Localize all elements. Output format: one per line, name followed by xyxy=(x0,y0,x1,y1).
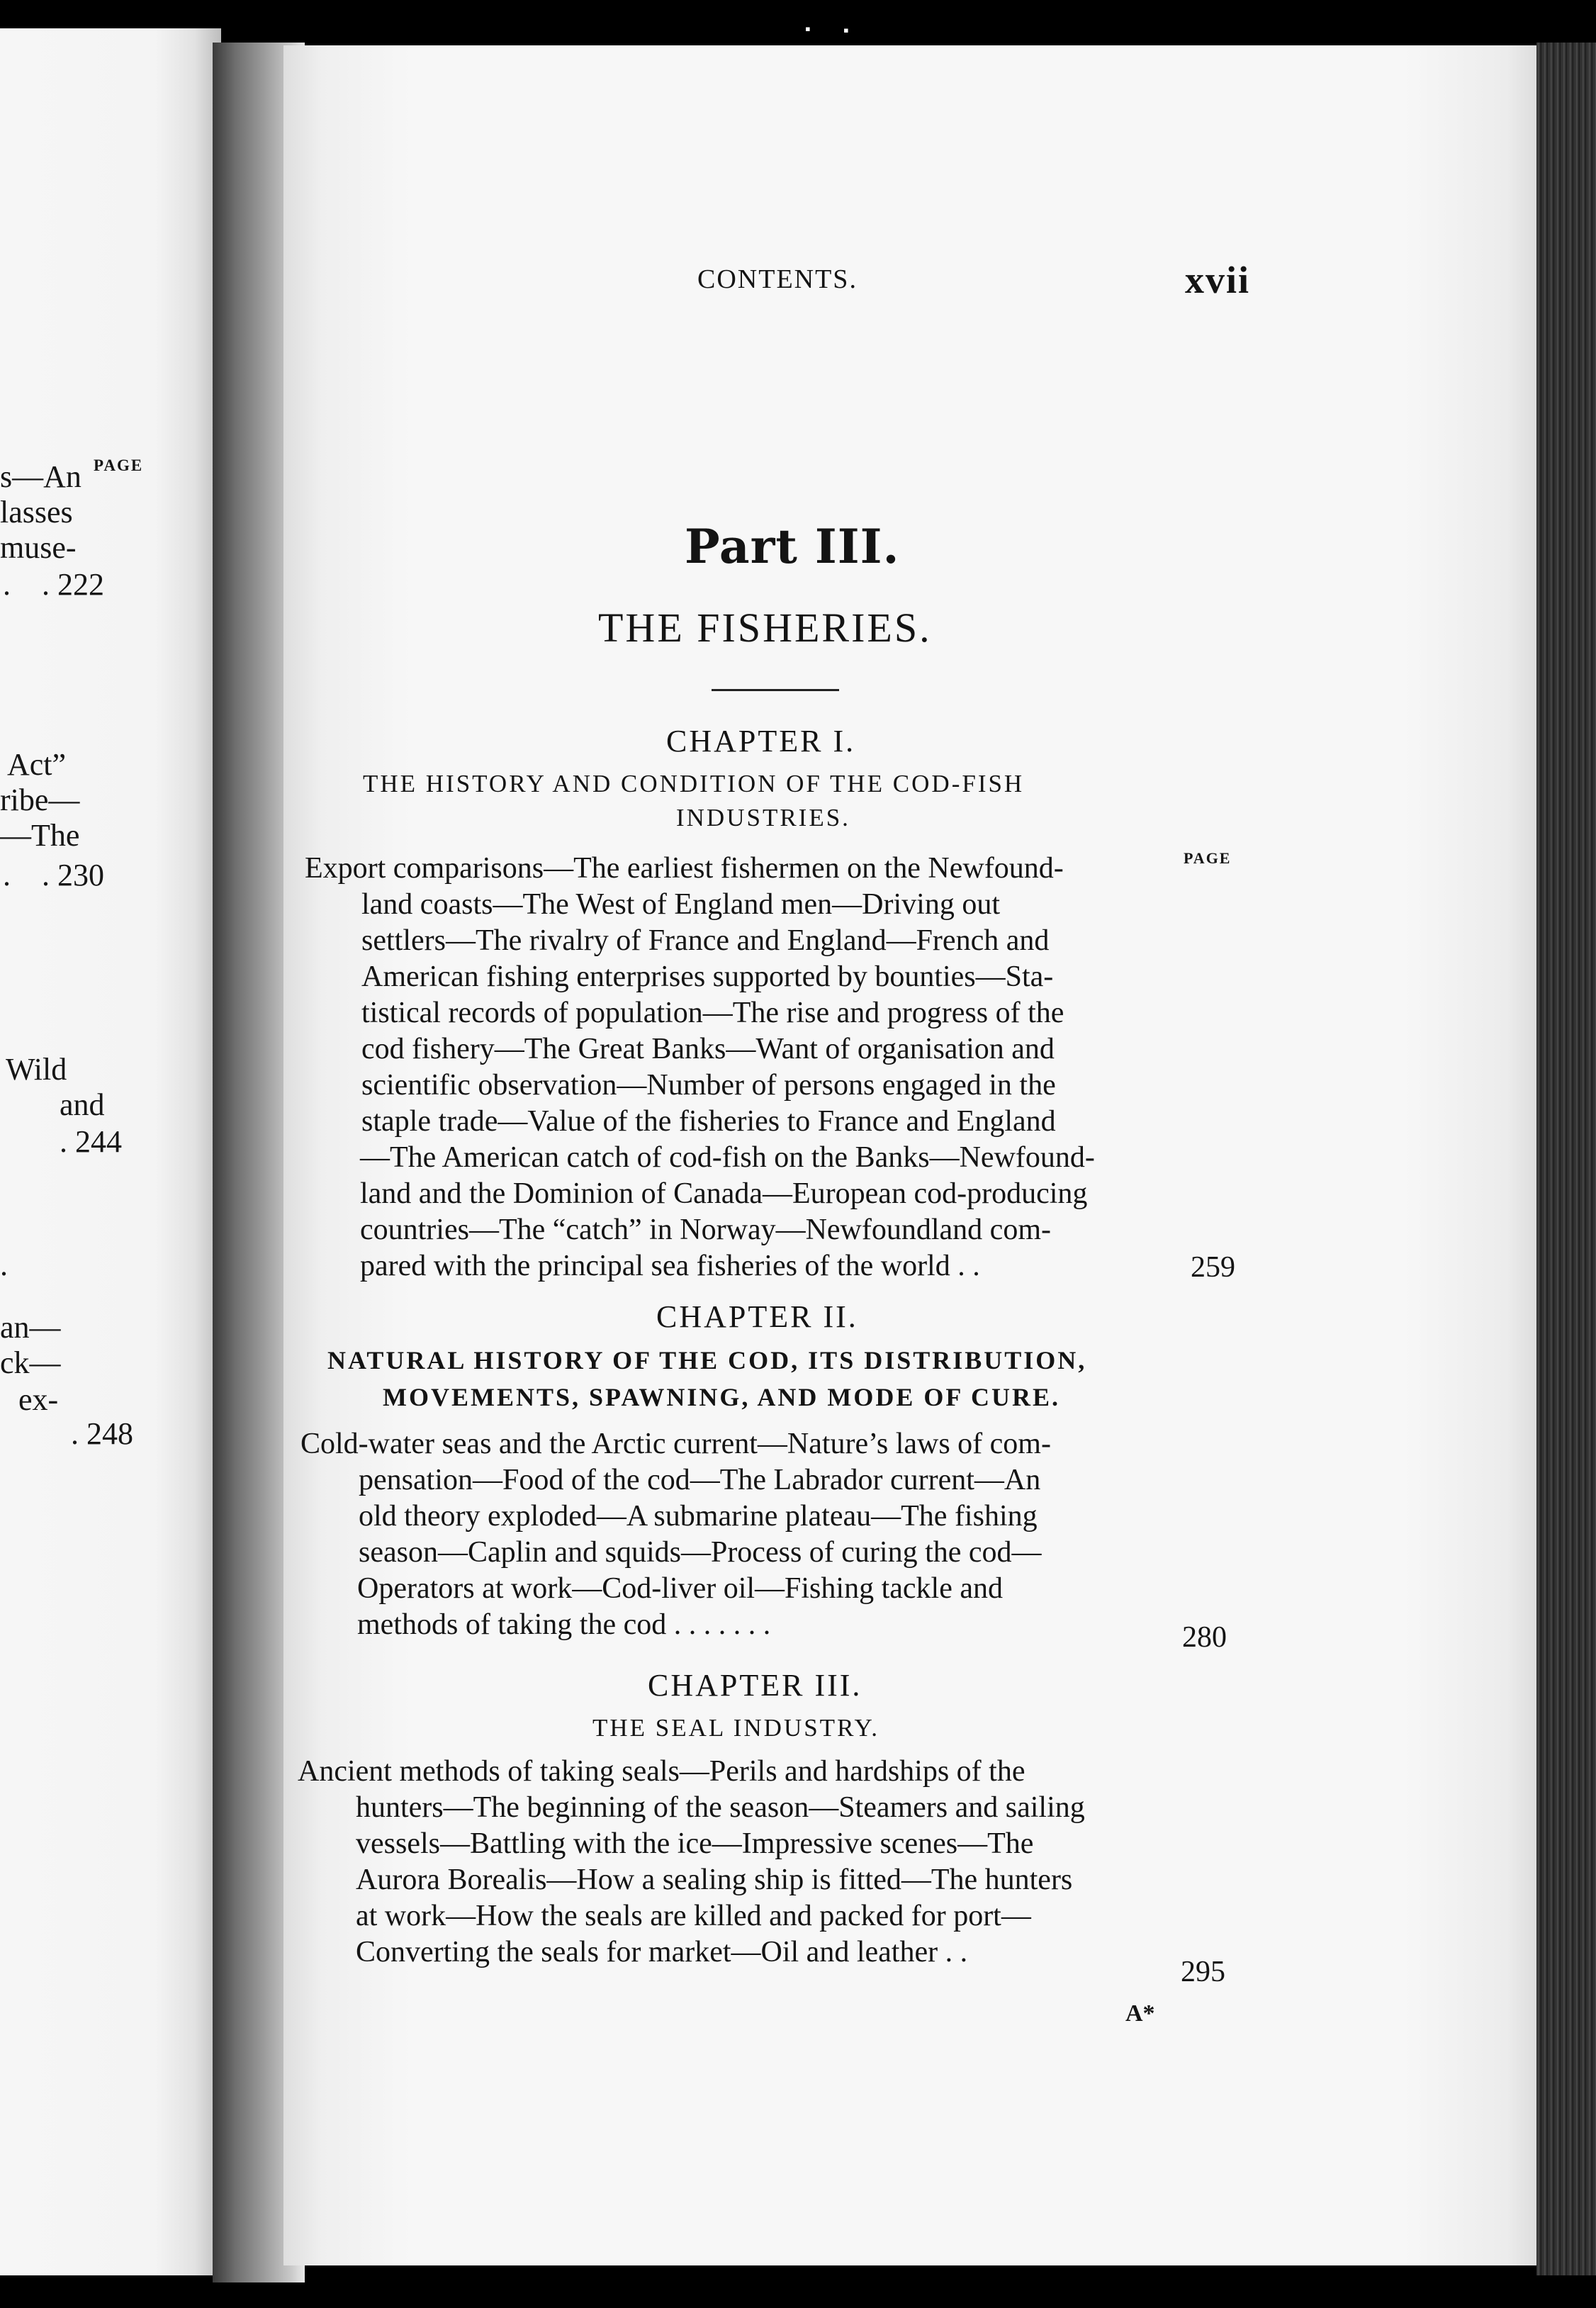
chapter-2-title-line: NATURAL HISTORY OF THE COD, ITS DISTRIBUTION, xyxy=(327,1346,1087,1374)
chapter-2-summary-line: pensation—Food of the cod—The Labrador current—An xyxy=(359,1464,1041,1496)
signature-mark: A* xyxy=(1125,2000,1155,2027)
chapter-2-summary-line: Cold-water seas and the Arctic current—Nature’s laws of com- xyxy=(300,1428,1051,1460)
chapter-1-title-line: INDUSTRIES. xyxy=(676,804,850,831)
chapter-3-summary-line: Ancient methods of taking seals—Perils and hardships of the xyxy=(298,1755,1025,1788)
chapter-1-summary-line: land coasts—The West of England men—Driving out xyxy=(361,888,1001,921)
left-fragment: and xyxy=(60,1087,105,1122)
chapter-1-summary-line: cod fishery—The Great Banks—Want of organisation and xyxy=(361,1033,1055,1065)
chapter-1-page-label: PAGE xyxy=(1184,849,1232,867)
chapter-2-title-line: MOVEMENTS, SPAWNING, AND MODE OF CURE. xyxy=(383,1383,1061,1411)
left-fragment: ribe— xyxy=(0,783,80,817)
chapter-2-number: CHAPTER II. xyxy=(656,1299,858,1334)
chapter-1-summary-line: Export comparisons—The earliest fishermen on the Newfound- xyxy=(305,852,1064,885)
chapter-3-summary-line: at work—How the seals are killed and packed for port— xyxy=(356,1900,1031,1932)
section-title: THE FISHERIES. xyxy=(598,605,932,651)
chapter-1-summary-line: countries—The “catch” in Norway—Newfoundland com- xyxy=(360,1214,1051,1246)
speck: ▪ xyxy=(805,20,811,38)
chapter-2-summary-line: Operators at work—Cod-liver oil—Fishing tackle and xyxy=(357,1572,1003,1605)
chapter-1-summary-line: —The American catch of cod-fish on the Banks—Newfound- xyxy=(360,1141,1095,1174)
left-fragment: . . 230 xyxy=(3,858,104,892)
left-fragment: . 244 xyxy=(60,1124,122,1159)
chapter-2-page-number: 280 xyxy=(1182,1621,1227,1654)
chapter-1-summary-line: tistical records of population—The rise and progress of the xyxy=(361,997,1064,1029)
left-fragment: Wild xyxy=(6,1052,67,1087)
left-fragment: ex- xyxy=(18,1382,59,1417)
left-fragment: Act” xyxy=(7,747,67,782)
left-fragment: . xyxy=(0,1248,8,1282)
speck: ▪ xyxy=(843,21,849,39)
chapter-3-page-number: 295 xyxy=(1181,1956,1225,1988)
part-title: Part III. xyxy=(685,519,900,574)
running-head: CONTENTS. xyxy=(697,264,858,294)
chapter-1-page-number: 259 xyxy=(1191,1251,1235,1284)
chapter-3-summary-line: hunters—The beginning of the season—Steamers and sailing xyxy=(356,1791,1085,1824)
chapter-1-summary-line: scientific observation—Number of persons engaged in the xyxy=(361,1069,1056,1102)
chapter-1-summary-line: staple trade—Value of the fisheries to France and England xyxy=(361,1105,1056,1138)
left-fragment: s—An xyxy=(0,459,82,494)
chapter-2-summary-line: old theory exploded—A submarine plateau—The fishing xyxy=(359,1500,1038,1533)
chapter-2-summary-line: methods of taking the cod . . . . . . . xyxy=(357,1608,771,1641)
left-fragment: . 248 xyxy=(71,1416,133,1451)
chapter-3-number: CHAPTER III. xyxy=(648,1668,862,1703)
left-page xyxy=(0,28,221,2275)
left-fragment: lasses xyxy=(0,495,73,530)
folio: xvii xyxy=(1185,259,1251,301)
left-fragment: ck— xyxy=(0,1345,61,1380)
chapter-2-summary-line: season—Caplin and squids—Process of curing the cod— xyxy=(359,1536,1042,1569)
left-fragment: —The xyxy=(0,818,80,853)
left-fragment: . . 222 xyxy=(3,567,104,602)
chapter-1-number: CHAPTER I. xyxy=(666,724,856,758)
chapter-1-title-line: THE HISTORY AND CONDITION OF THE COD-FISH xyxy=(363,770,1025,797)
left-page-label: PAGE xyxy=(94,456,144,474)
page-edges xyxy=(1536,43,1596,2275)
chapter-3-summary-line: Converting the seals for market—Oil and leather . . xyxy=(356,1936,968,1968)
chapter-3-title-line: THE SEAL INDUSTRY. xyxy=(592,1714,880,1742)
chapter-1-summary-line: American fishing enterprises supported by bounties—Sta- xyxy=(361,960,1054,993)
chapter-1-summary-line: land and the Dominion of Canada—European cod-producing xyxy=(360,1177,1088,1210)
chapter-1-summary-line: pared with the principal sea fisheries of the world . . xyxy=(360,1250,980,1282)
left-fragment: an— xyxy=(0,1310,61,1345)
chapter-3-summary-line: Aurora Borealis—How a sealing ship is fitted—The hunters xyxy=(356,1864,1073,1896)
divider-rule xyxy=(712,689,839,691)
left-fragment: muse- xyxy=(0,530,77,565)
chapter-1-summary-line: settlers—The rivalry of France and England—French and xyxy=(361,924,1050,957)
chapter-3-summary-line: vessels—Battling with the ice—Impressive scenes—The xyxy=(356,1827,1034,1860)
